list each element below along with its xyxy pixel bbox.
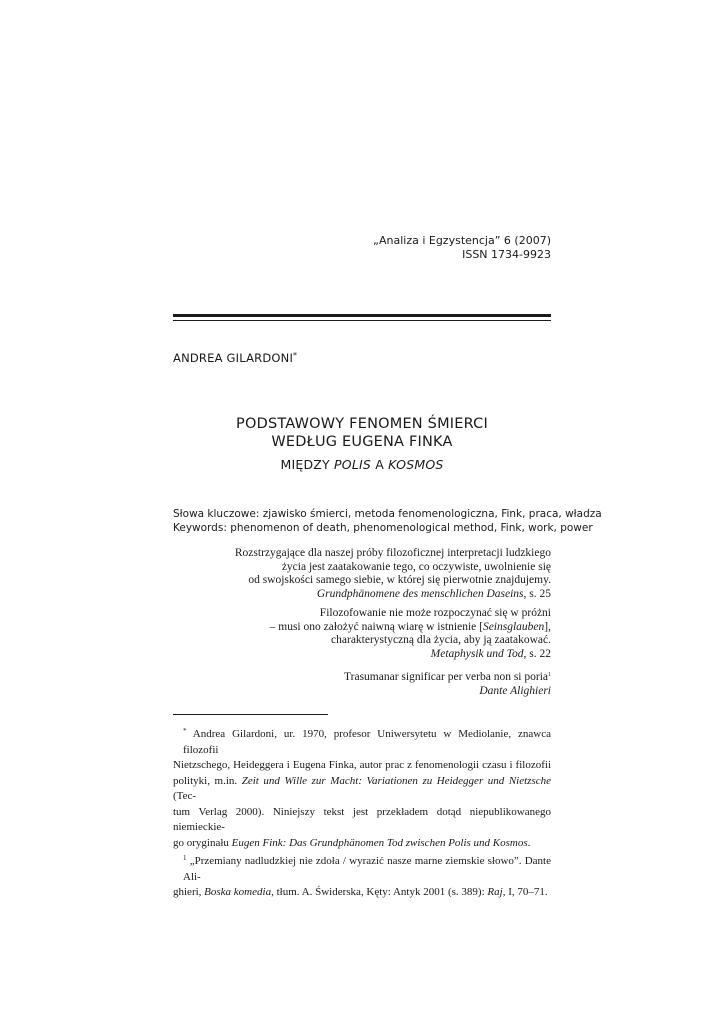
epigraph-line: Filozofowanie nie może rozpoczynać się w próżni xyxy=(319,607,551,619)
header-rule-thick xyxy=(173,314,551,317)
epigraph-source-author: Dante Alighieri xyxy=(479,684,551,697)
footnote-text: „Przemiany nadludzkiej nie zdoła / wyrazić nasze marne ziemskie słowo”. Dante Ali- xyxy=(183,855,551,883)
footnote-book-title: Zeit und Wille zur Macht: Variationen zu Heidegger und Nietzsche xyxy=(241,774,551,787)
footnote-text: ghieri, xyxy=(173,886,205,898)
keywords-polish: Słowa kluczowe: zjawisko śmierci, metoda fenomenologiczna, Fink, praca, władza xyxy=(173,508,602,520)
footnote-star xyxy=(173,724,551,851)
author xyxy=(173,351,297,365)
epigraph-line: Rozstrzygające dla naszej próby filozoficznej interpretacji ludzkiego xyxy=(234,547,551,559)
epigraph-source xyxy=(235,588,551,602)
footnote-mark: 1 xyxy=(183,854,187,862)
footnote-book-title: Raj xyxy=(487,886,503,898)
epigraph-source xyxy=(270,648,551,662)
journal-header xyxy=(373,234,551,262)
footnote-ref-1[interactable]: 1 xyxy=(548,672,551,678)
epigraph-source-title: Metaphysik und Tod xyxy=(430,647,524,660)
footnote-text: Nietzschego, Heideggera i Eugena Finka, autor prac z fenomenologii czasu i filozofii xyxy=(173,759,551,771)
epigraph-line xyxy=(270,621,551,635)
keywords-english: Keywords: phenomenon of death, phenomenological method, Fink, work, power xyxy=(173,522,593,534)
author-name: ANDREA GILARDONI xyxy=(173,351,294,365)
epigraph-text: ], xyxy=(544,620,551,633)
epigraph-3 xyxy=(344,669,551,698)
subtitle-text-2: A xyxy=(371,457,389,472)
footnote-book-title: Eugen Fink: Das Grundphänomen Tod zwischen Polis und Kosmos xyxy=(231,836,528,849)
epigraph-line xyxy=(344,669,551,685)
epigraph-2 xyxy=(270,607,551,661)
epigraph-source-page: , s. 25 xyxy=(523,587,551,600)
footnote-text: (Tec- xyxy=(173,790,197,802)
subtitle-kosmos: KOSMOS xyxy=(388,457,444,472)
footnote-mark: * xyxy=(183,727,187,735)
footnote-text: , tłum. A. Świderska, Kęty: Antyk 2001 (s. 389): xyxy=(271,886,488,898)
epigraph-1 xyxy=(235,547,551,601)
epigraph-source-title: Grundphänomene des menschlichen Daseins xyxy=(316,587,524,600)
footnote-text: tum Verlag 2000). Niniejszy tekst jest przekładem dotąd niepublikowanego niemieckie- xyxy=(173,805,551,833)
title-line-2: WEDŁUG EUGENA FINKA xyxy=(271,434,453,450)
footnote-separator xyxy=(173,714,328,715)
journal-issn: ISSN 1734-9923 xyxy=(462,248,551,261)
author-footnote-mark[interactable]: * xyxy=(293,351,298,360)
footnote-text: . xyxy=(527,836,531,849)
footnote-text: polityki, m.in. xyxy=(173,774,242,787)
epigraph-source xyxy=(344,685,551,699)
epigraph-source-page: , s. 22 xyxy=(523,647,551,660)
header-rule-thin xyxy=(173,320,551,321)
article-title xyxy=(173,415,551,451)
footnote-text: , I, 70–71. xyxy=(502,886,548,898)
subtitle-text-1: MIĘDZY xyxy=(280,457,335,472)
epigraph-text: – musi ono założyć naiwną wiarę w istnienie [ xyxy=(269,620,483,633)
epigraph-text: Trasumanar significar per verba non si poria xyxy=(344,671,548,683)
subtitle-polis: POLIS xyxy=(334,457,372,472)
journal-citation: „Analiza i Egzystencja” 6 (2007) xyxy=(373,234,551,247)
keywords xyxy=(173,507,602,535)
footnote-text: go oryginału xyxy=(173,836,232,849)
epigraph-line: charakterystyczną dla życia, aby ją zaatakować. xyxy=(331,634,551,646)
footnotes xyxy=(173,724,551,901)
epigraph-line: życia jest zaatakowanie tego, co oczywiste, uwolnienie się xyxy=(281,560,551,573)
epigraph-term: Seinsglauben xyxy=(482,620,545,633)
footnote-book-title: Boska komedia xyxy=(204,886,272,898)
article-subtitle xyxy=(173,457,551,472)
footnote-text: Andrea Gilardoni, ur. 1970, profesor Uniwersytetu w Mediolanie, znawca filozofii xyxy=(183,728,551,756)
epigraph-line: od swojskości samego siebie, w której się pierwotnie znajdujemy. xyxy=(248,574,551,586)
title-line-1: PODSTAWOWY FENOMEN ŚMIERCI xyxy=(236,416,488,432)
footnote-1 xyxy=(173,851,551,901)
